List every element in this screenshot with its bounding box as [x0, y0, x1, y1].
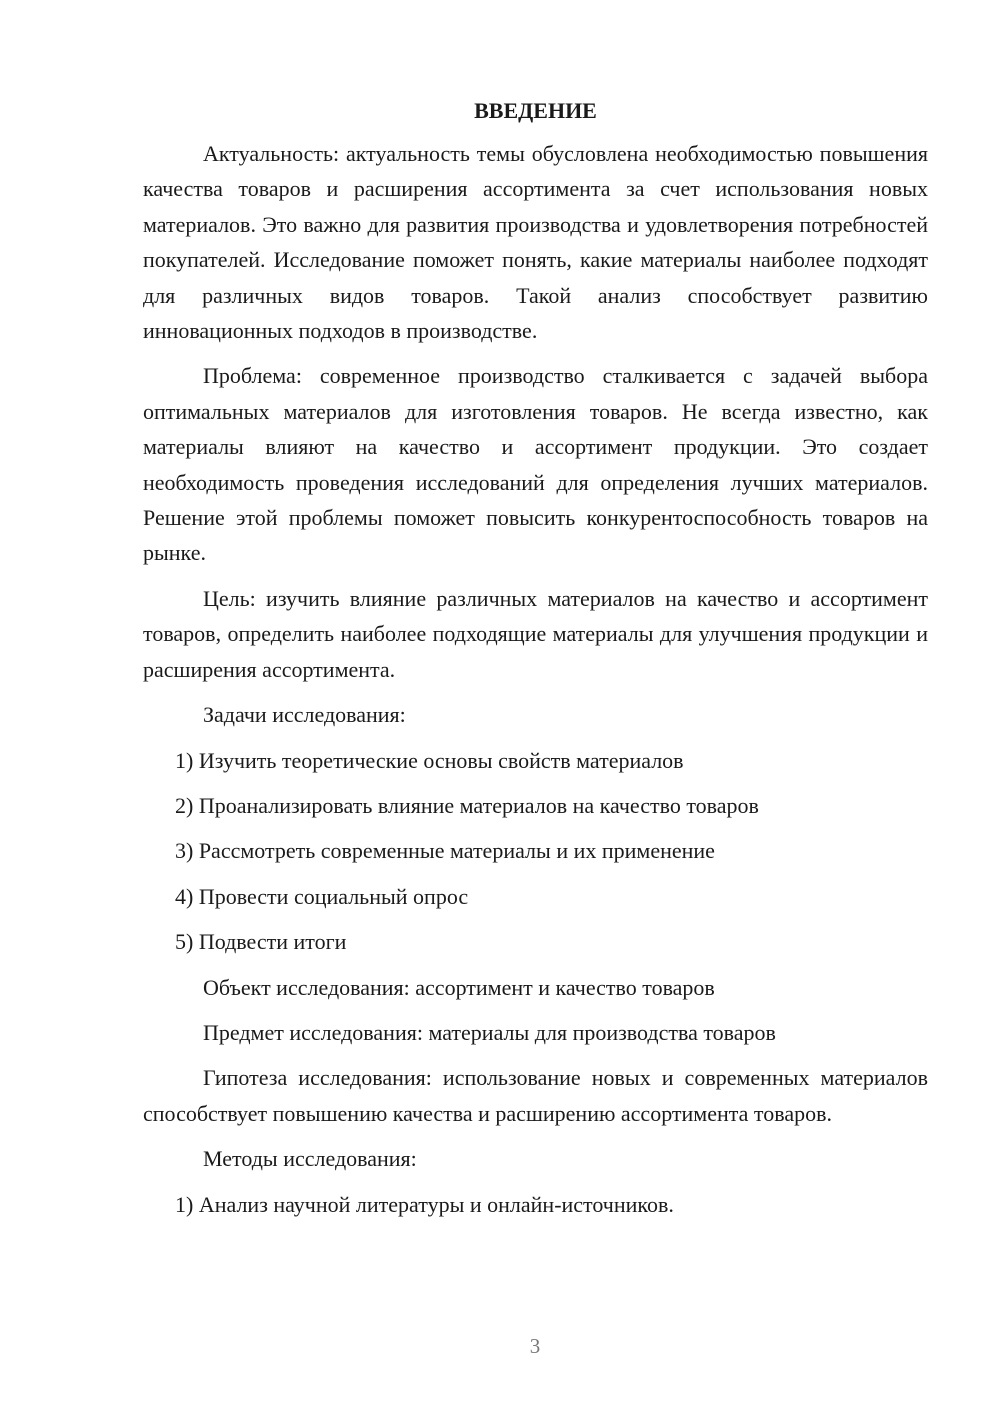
section-title: ВВЕДЕНИЕ [474, 98, 597, 123]
object-line: Объект исследования: ассортимент и качество товаров [203, 974, 715, 1000]
tasks-list [143, 743, 928, 960]
page-number: 3 [529, 1334, 541, 1358]
list-item: 2) Проанализировать влияние материалов на качество товаров [175, 792, 759, 818]
relevance-paragraph: Актуальность: актуальность темы обусловлена необходимостью повышения качества товаров и расширения ассортимента за счет использования новых материалов. Это важно для развития производства и удовлетворения потребностей покупателей. Исследование поможет понять, какие материалы наиболее подходят для различных видов товаров. Такой анализ способствует развитию инновационных подходов в производстве. [143, 141, 928, 344]
list-item: 1) Анализ научной литературы и онлайн-источников. [175, 1191, 674, 1217]
page-content [143, 96, 928, 1232]
subject-line: Предмет исследования: материалы для производства товаров [203, 1019, 776, 1045]
list-item: 3) Рассмотреть современные материалы и их применение [175, 838, 715, 864]
goal-paragraph: Цель: изучить влияние различных материалов на качество и ассортимент товаров, определить наиболее подходящие материалы для улучшения продукции и расширения ассортимента. [143, 585, 928, 682]
list-item: 1) Изучить теоретические основы свойств материалов [175, 747, 684, 773]
methods-heading: Методы исследования: [203, 1146, 417, 1172]
list-item: 5) Подвести итоги [175, 929, 347, 955]
tasks-heading: Задачи исследования: [203, 702, 406, 728]
methods-list [143, 1187, 928, 1222]
hypothesis-paragraph: Гипотеза исследования: использование новых и современных материалов способствует повышению качества и расширению ассортимента товаров. [143, 1065, 928, 1126]
problem-paragraph: Проблема: современное производство сталкивается с задачей выбора оптимальных материалов для изготовления товаров. Не всегда известно, как материалы влияют на качество и ассортимент продукции. Это создает необходимость проведения исследований для определения лучших материалов. Решение этой проблемы поможет повысить конкурентоспособность товаров на рынке. [143, 363, 928, 566]
list-item: 4) Провести социальный опрос [175, 883, 469, 909]
